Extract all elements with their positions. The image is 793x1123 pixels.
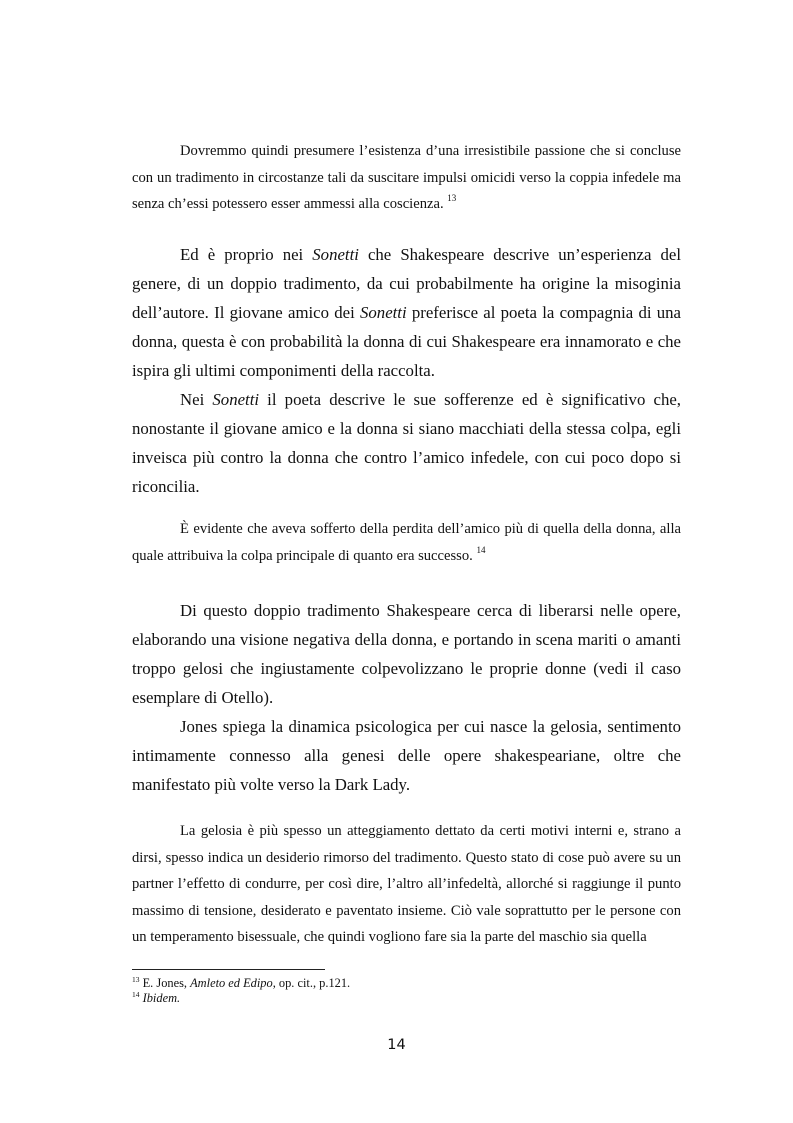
page-number: 14 xyxy=(387,1037,406,1053)
paragraph-1-text-b: che Shakespeare descrive un’esperienza del genere, di un doppio tradimento, da cui probabilmente ha origine la misoginia dell’autore. Il giovane amico dei xyxy=(132,245,681,322)
sonetti-title: Sonetti xyxy=(212,390,260,409)
paragraph-3 xyxy=(132,596,681,799)
footnote-title: Ibidem. xyxy=(142,991,181,1005)
footnote-number: 14 xyxy=(132,990,140,999)
quote-1 xyxy=(132,138,681,218)
paragraph-2-text-a: Nei xyxy=(180,390,213,409)
paragraph-1-text-a: Ed è proprio nei xyxy=(180,245,313,264)
paragraph-4-text: Jones spiega la dinamica psicologica per cui nasce la gelosia, sentimento intimamente connesso alla genesi delle opere shakespeariane, oltre che manifestato più volte verso la Dark Lady. xyxy=(132,717,681,794)
footnote-14 xyxy=(132,991,180,1006)
paragraph-1 xyxy=(132,240,681,501)
paragraph-3-text: Di questo doppio tradimento Shakespeare cerca di liberarsi nelle opere, elaborando una visione negativa della donna, e portando in scena mariti o amanti troppo gelosi che ingiustamente colpevolizzano le proprie donne (vedi il caso esemplare di Otello). xyxy=(132,601,681,707)
quote-3-text: La gelosia è più spesso un atteggiamento dettato da certi motivi interni e, strano a dirsi, spesso indica un desiderio rimorso del tradimento. Questo stato di cose può avere su un partner l’effetto di condurre, per così dire, l’altro all’infedeltà, allorché si raggiunge il punto massimo di tensione, desiderato e paventato insieme. Ciò vale soprattutto per le persone con un temperamento bisessuale, che quindi vogliono fare sia la parte del maschio sia quella xyxy=(132,823,681,945)
quote-2 xyxy=(132,516,681,569)
quote-1-text: Dovremmo quindi presumere l’esistenza d’una irresistibile passione che si concluse con un tradimento in circostanze tali da suscitare impulsi omicidi verso la coppia infedele ma senza ch’essi potessero esser ammessi alla coscienza. xyxy=(132,143,681,212)
quote-2-text: È evidente che aveva sofferto della perdita dell’amico più di quella della donna, alla quale attribuiva la colpa principale di quanto era successo. xyxy=(132,521,681,564)
paragraph-2-text-b: il poeta descrive le sue sofferenze ed è significativo che, nonostante il giovane amico e la donna si siano macchiati della stessa colpa, egli inveisca più contro la donna che contro l’amico infedele, con cui poco dopo si riconcilia. xyxy=(132,390,681,496)
footnote-author: E. Jones, xyxy=(142,976,191,990)
paragraph-1-text-c: preferisce al poeta la compagnia di una donna, questa è con probabilità la donna di cui Shakespeare era innamorato e che ispira gli ultimi componimenti della raccolta. xyxy=(132,303,681,380)
footnote-13 xyxy=(132,976,350,991)
sonetti-title: Sonetti xyxy=(360,303,407,322)
footnote-ref-14[interactable]: 14 xyxy=(476,544,486,555)
footnote-number: 13 xyxy=(132,975,140,984)
quote-3 xyxy=(132,818,681,951)
sonetti-title: Sonetti xyxy=(312,245,359,264)
footnote-title: Amleto ed Edipo xyxy=(190,976,273,990)
footnote-citation: , op. cit., p.121. xyxy=(272,976,351,990)
footnote-ref-13[interactable]: 13 xyxy=(447,193,457,203)
footnote-separator xyxy=(132,969,325,970)
